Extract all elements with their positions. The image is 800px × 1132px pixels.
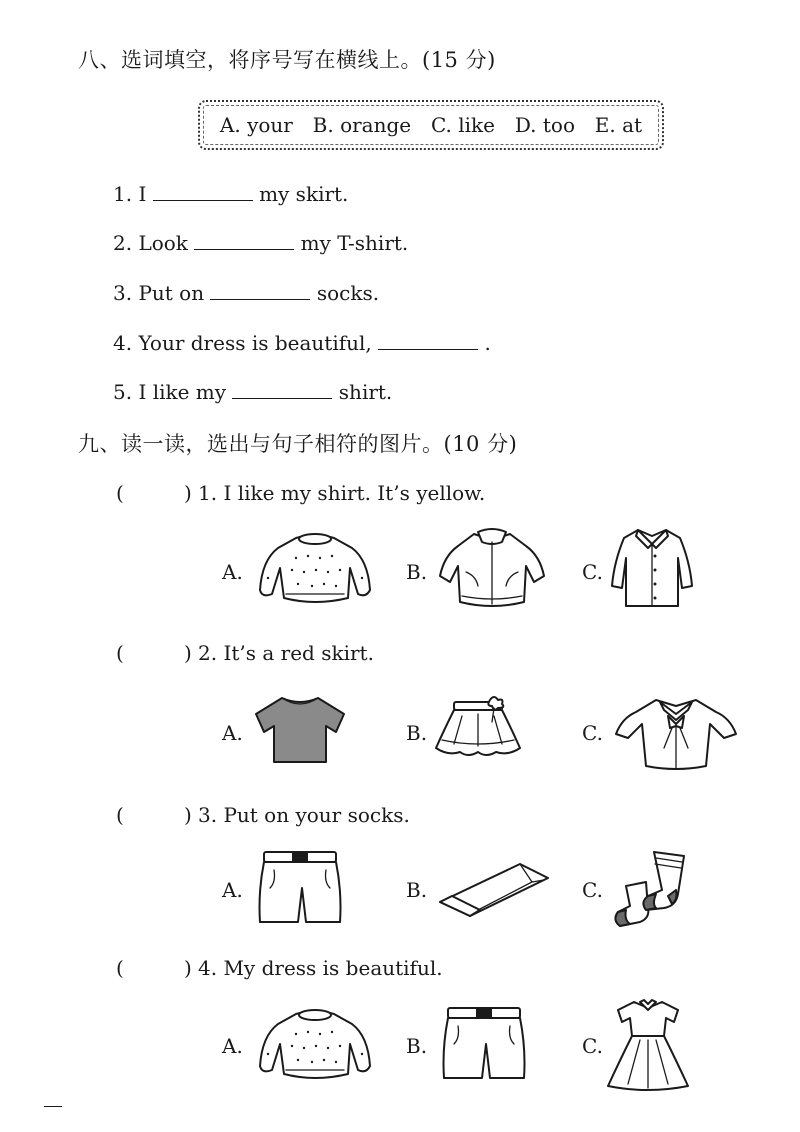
q1-option-a-label: A. <box>222 560 243 584</box>
q3-option-c-label: C. <box>582 878 603 902</box>
answer-blank[interactable] <box>210 298 310 300</box>
answer-paren-close: ) <box>184 481 192 505</box>
question-4-text: 4. My dress is beautiful. <box>198 956 443 980</box>
answer-blank[interactable] <box>194 248 294 250</box>
word-bank <box>198 100 664 150</box>
fill-item-3 <box>113 281 379 305</box>
tshirt-icon[interactable] <box>254 694 348 766</box>
q4-option-c-label: C. <box>582 1034 603 1058</box>
socks-icon[interactable] <box>606 846 698 930</box>
fill-item-post: socks. <box>316 281 380 305</box>
skirt-icon[interactable] <box>432 696 524 762</box>
word-option-d: D. too <box>514 113 575 137</box>
shorts-icon[interactable] <box>438 1004 530 1084</box>
word-option-c: C. like <box>430 113 496 137</box>
fill-item-post: my T-shirt. <box>300 231 409 255</box>
section-9-title: 九、读一读，选出与句子相符的图片。(10 分) <box>78 432 518 456</box>
fill-item-pre: 3. Put on <box>113 281 205 305</box>
question-1-text: 1. I like my shirt. It’s yellow. <box>198 481 486 505</box>
answer-blank[interactable] <box>153 199 253 201</box>
word-option-b: B. orange <box>312 113 412 137</box>
answer-paren-close: ) <box>184 803 192 827</box>
q2-option-a-label: A. <box>222 721 243 745</box>
fill-item-post: my skirt. <box>259 182 349 206</box>
answer-paren-open: ( <box>116 641 124 665</box>
jacket-icon[interactable] <box>436 526 548 612</box>
fill-item-2 <box>113 231 408 255</box>
q4-option-a-label: A. <box>222 1034 243 1058</box>
answer-blank[interactable] <box>378 348 478 350</box>
q2-option-b-label: B. <box>406 721 428 745</box>
word-option-a: A. your <box>219 113 293 137</box>
shirt-icon[interactable] <box>608 522 696 612</box>
answer-paren-open: ( <box>116 803 124 827</box>
section-8-title: 八、选词填空，将序号写在横线上。(15 分) <box>78 48 496 72</box>
fill-item-post: . <box>484 331 491 355</box>
word-option-e: E. at <box>594 113 643 137</box>
shorts-icon[interactable] <box>254 848 346 928</box>
answer-paren-open: ( <box>116 956 124 980</box>
q3-option-a-label: A. <box>222 878 243 902</box>
answer-paren-close: ) <box>184 641 192 665</box>
fill-item-4 <box>113 331 491 355</box>
answer-blank[interactable] <box>232 397 332 399</box>
question-3-text: 3. Put on your socks. <box>198 803 410 827</box>
sweater-icon[interactable] <box>256 1004 374 1084</box>
fill-item-post: shirt. <box>338 380 393 404</box>
q4-option-b-label: B. <box>406 1034 428 1058</box>
q1-option-b-label: B. <box>406 560 428 584</box>
fill-item-pre: 2. Look <box>113 231 188 255</box>
sweater-icon[interactable] <box>256 528 374 608</box>
dress-icon[interactable] <box>604 996 692 1092</box>
answer-paren-open: ( <box>116 481 124 505</box>
fill-item-pre: 4. Your dress is beautiful, <box>113 331 372 355</box>
q1-option-c-label: C. <box>582 560 603 584</box>
blouse-icon[interactable] <box>612 694 740 774</box>
fill-item-pre: 1. I <box>113 182 147 206</box>
answer-paren-close: ) <box>184 956 192 980</box>
q3-option-b-label: B. <box>406 878 428 902</box>
page-mark <box>44 1106 62 1107</box>
fill-item-pre: 5. I like my <box>113 380 227 404</box>
q2-option-c-label: C. <box>582 721 603 745</box>
fill-item-5 <box>113 380 392 404</box>
question-2-text: 2. It’s a red skirt. <box>198 641 374 665</box>
pants-icon[interactable] <box>436 860 552 918</box>
fill-item-1 <box>113 182 348 206</box>
